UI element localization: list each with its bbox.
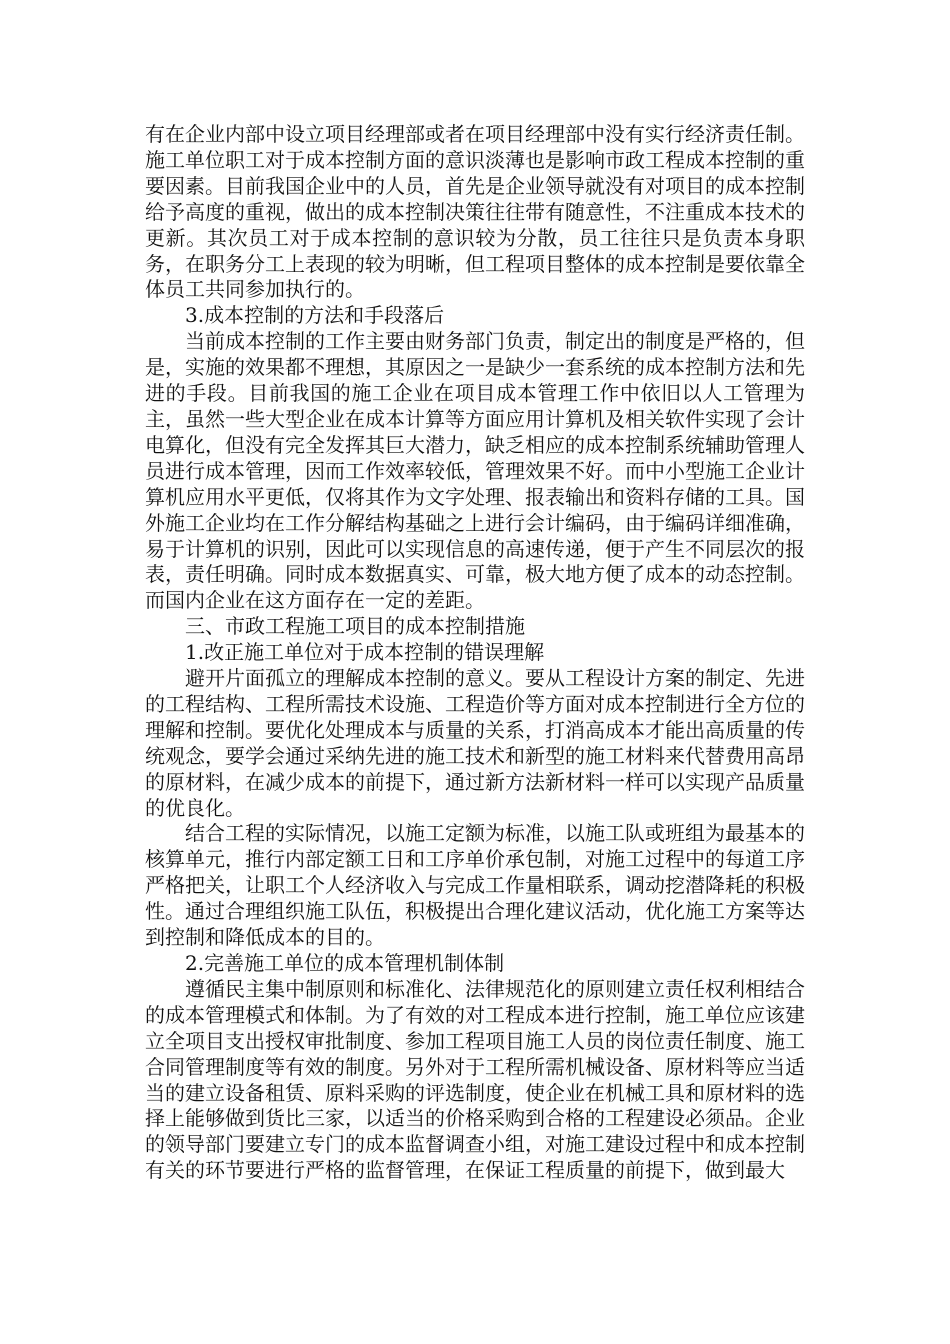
paragraph-cost-methods: 当前成本控制的工作主要由财务部门负责，制定出的制度是严格的，但是，实施的效果都不理想，其原因之一是缺少一套系统的成本控制方法和先进的手段。目前我国的施工企业在项目成本管理工作中依旧以人工管理为主，虽然一些大型企业在成本计算等方面应用计算机及相关软件实现了会计电算化，但没有完全发挥其巨大潜力，缺乏相应的成本控制系统辅助管理人员进行成本管理，因而工作效率较低，管理效果不好。而中小型施工企业计算机应用水平更低，仅将其作为文字处理、报表输出和资料存储的工具。国外施工企业均在工作分解结构基础之上进行会计编码，由于编码详细准确，易于计算机的识别，因此可以实现信息的高速传递，便于产生不同层次的报表，责任明确。同时成本数据真实、可靠，极大地方便了成本的动态控制。而国内企业在这方面存在一定的差距。: [145, 329, 805, 613]
paragraph-practice: 结合工程的实际情况，以施工定额为标准，以施工队或班组为最基本的核算单元，推行内部定额工日和工序单价承包制，对施工过程中的每道工序严格把关，让职工个人经济收入与完成工作量相联系，调动挖潜降耗的积极性。通过合理组织施工队伍，积极提出合理化建议活动，优化施工方案等达到控制和降低成本的目的。: [145, 821, 805, 950]
paragraph-mechanism: 遵循民主集中制原则和标准化、法律规范化的原则建立责任权利相结合的成本管理模式和体制。为了有效的对工程成本进行控制，施工单位应该建立全项目支出授权审批制度、参加工程项目施工人员的岗位责任制度、施工合同管理制度等有效的制度。另外对于工程所需机械设备、原材料等应当适当的建立设备租赁、原料采购的评选制度，使企业在机械工具和原材料的选择上能够做到货比三家，以适当的价格采购到合格的工程建设必须品。企业的领导部门要建立专门的成本监督调查小组，对施工建设过程中和成本控制有关的环节要进行严格的监督管理，在保证工程质量的前提下，做到最大: [145, 976, 805, 1183]
paragraph-understanding: 避开片面孤立的理解成本控制的意义。要从工程设计方案的制定、先进的工程结构、工程所需技术设施、工程造价等方面对成本控制进行全方位的理解和控制。要优化处理成本与质量的关系，打消高成本才能出高质量的传统观念，要学会通过采纳先进的施工技术和新型的施工材料来代替费用高昂的原材料，在减少成本的前提下，通过新方法新材料一样可以实现产品质量的优良化。: [145, 666, 805, 820]
subheading-1: 1.改正施工单位对于成本控制的错误理解: [185, 640, 545, 665]
subheading-2: 2.完善施工单位的成本管理机制体制: [185, 951, 505, 975]
section-heading-3: 三、市政工程施工项目的成本控制措施: [185, 614, 525, 639]
paragraph-continuation: 有在企业内部中设立项目经理部或者在项目经理部中没有实行经济责任制。施工单位职工对于成本控制方面的意识淡薄也是影响市政工程成本控制的重要因素。目前我国企业中的人员，首先是企业领导就没有对项目的成本控制给予高度的重视，做出的成本控制决策往往带有随意性，不注重成本技术的更新。其次员工对于成本控制的意识较为分散，员工往往只是负责本身职务，在职务分工上表现的较为明晰，但工程项目整体的成本控制是要依靠全体员工共同参加执行的。: [145, 122, 805, 302]
document-body: [145, 122, 805, 1184]
subheading-3: 3.成本控制的方法和手段落后: [185, 303, 445, 328]
